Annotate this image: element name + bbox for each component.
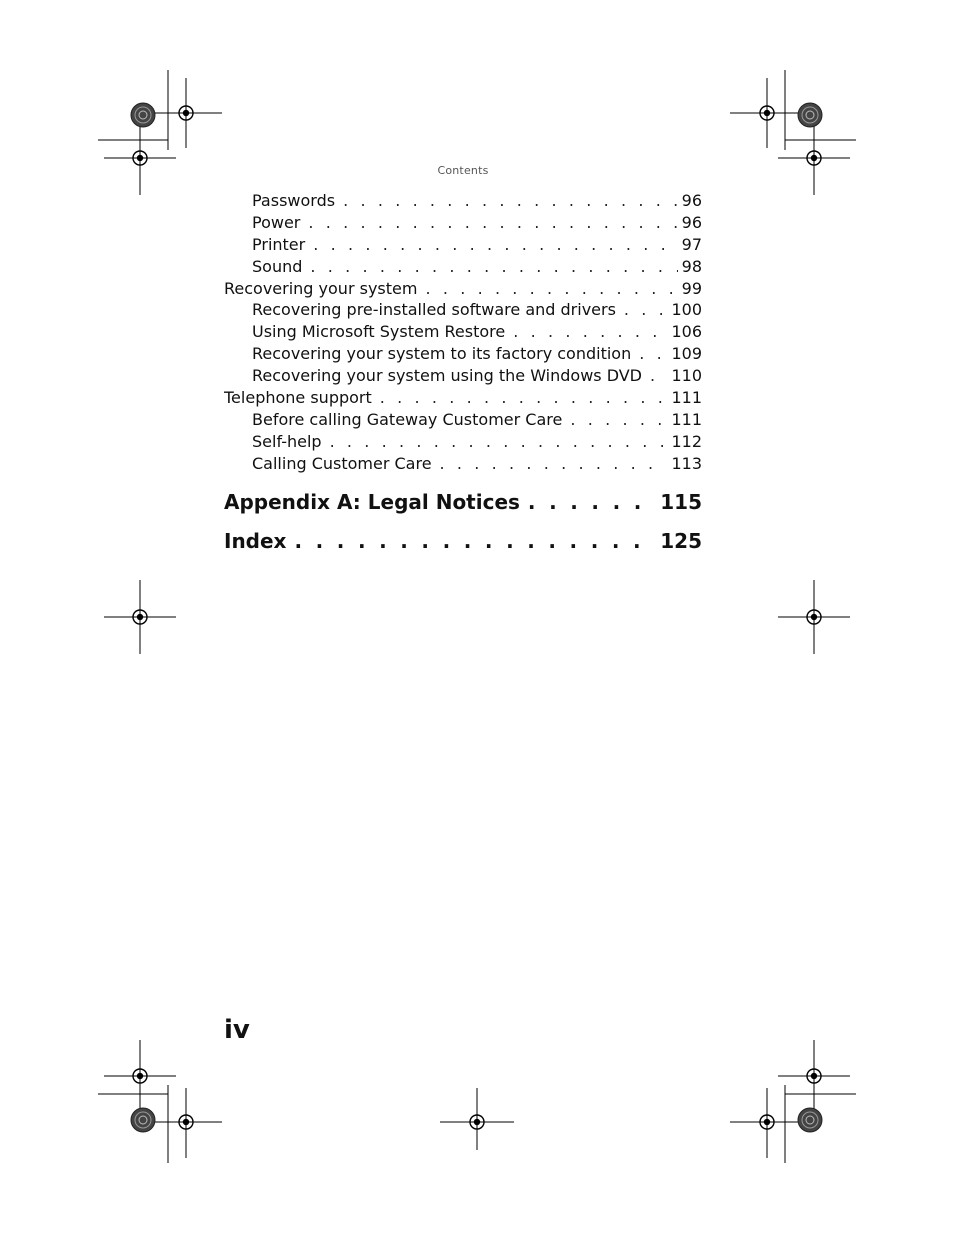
toc-entry-page: 96 (681, 212, 702, 232)
toc-entry-page: 111 (671, 409, 702, 429)
toc-entry[interactable] (224, 256, 702, 278)
toc-entry-page: 110 (671, 366, 702, 386)
registration-mark-mid-right (778, 580, 850, 654)
dot-leader (570, 409, 667, 431)
toc-entry-title: Recovering pre-installed software and drivers (252, 300, 616, 320)
toc-chapter-page: 115 (660, 489, 702, 514)
dot-leader (639, 343, 667, 365)
toc-entry[interactable] (224, 431, 702, 453)
toc-entry-page: 113 (671, 453, 702, 473)
toc-chapter-appendix[interactable] (224, 488, 702, 516)
dot-leader (294, 527, 642, 555)
running-head: Contents (437, 164, 489, 177)
dot-leader (513, 321, 667, 343)
dot-leader (313, 234, 677, 256)
toc-entry-page: 111 (671, 388, 702, 408)
toc-chapter-index[interactable] (224, 527, 702, 555)
dot-leader (650, 365, 667, 387)
toc-entry-title: Using Microsoft System Restore (252, 322, 506, 342)
dot-leader (343, 190, 678, 212)
toc-entry-page: 96 (681, 191, 702, 210)
toc-entry-title: Telephone support (224, 388, 372, 408)
toc-entry-title: Self-help (252, 431, 322, 451)
dot-leader (425, 278, 677, 300)
dot-leader (528, 488, 654, 516)
toc-chapter-title: Appendix A: Legal Notices (224, 489, 520, 514)
dot-leader (380, 387, 668, 409)
dot-leader (440, 453, 668, 475)
registration-mark-bottom-right (730, 1040, 856, 1163)
toc-entry-title: Printer (252, 234, 306, 254)
toc-entry-title: Recovering your system (224, 278, 418, 298)
toc-entry-page: 109 (671, 344, 702, 364)
registration-mark-mid-left (104, 580, 176, 654)
toc-entry-title: Calling Customer Care (252, 453, 432, 473)
toc-entry-title: Recovering your system using the Windows DVD (252, 366, 642, 386)
toc-entry-title: Passwords (252, 191, 336, 210)
toc-entry[interactable] (224, 387, 702, 409)
toc-entry-title: Sound (252, 256, 303, 276)
page-number: iv (224, 1015, 250, 1045)
toc-entry[interactable] (224, 365, 702, 387)
toc-entry[interactable] (224, 321, 702, 343)
toc-entry-title: Before calling Gateway Customer Care (252, 409, 563, 429)
toc-entry-title: Recovering your system to its factory condition (252, 344, 632, 364)
toc-chapter-title: Index (224, 528, 287, 553)
dot-leader (624, 299, 668, 321)
dot-leader (310, 256, 677, 278)
toc-entry[interactable] (224, 234, 702, 256)
toc-entry[interactable] (224, 278, 702, 300)
toc-entry[interactable] (224, 212, 702, 234)
registration-mark-bottom-left (98, 1040, 222, 1163)
toc-chapter-page: 125 (660, 528, 702, 553)
toc-entry-page: 98 (681, 256, 702, 276)
toc-entry-page: 100 (671, 300, 702, 320)
table-of-contents (224, 190, 702, 555)
toc-entry[interactable] (224, 409, 702, 431)
toc-entry[interactable] (224, 453, 702, 475)
toc-entry-page: 112 (671, 431, 702, 451)
registration-mark-bottom-center (440, 1088, 514, 1150)
toc-entry-page: 99 (681, 278, 702, 298)
toc-entry-page: 97 (681, 234, 702, 254)
dot-leader (330, 431, 668, 453)
toc-entry-page: 106 (671, 322, 702, 342)
toc-entry[interactable] (224, 299, 702, 321)
dot-leader (308, 212, 677, 234)
toc-entry[interactable] (224, 343, 702, 365)
toc-entry[interactable] (224, 190, 702, 212)
toc-entry-title: Power (252, 212, 301, 232)
